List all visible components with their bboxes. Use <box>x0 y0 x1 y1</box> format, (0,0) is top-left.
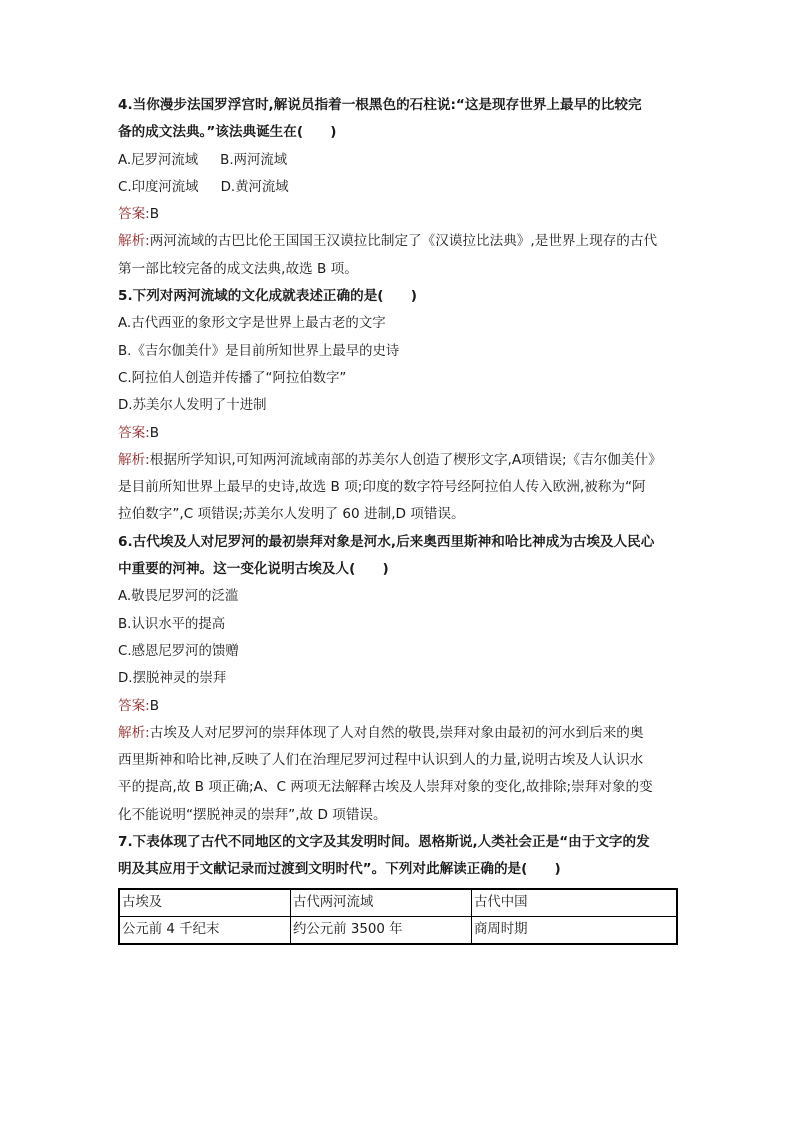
question-6-option-d: D.摆脱神灵的崇拜 <box>118 671 227 687</box>
question-number: 5. <box>118 288 133 305</box>
question-text: 古代埃及人对尼罗河的最初崇拜对象是河水,后来奥西里斯神和哈比神成为古埃及人民心 <box>132 533 655 550</box>
answer-value: B <box>149 697 160 714</box>
question-4-options-row-2 <box>118 174 680 201</box>
question-7-table <box>118 888 678 945</box>
table-cell: 古代中国 <box>472 889 678 917</box>
question-5-option-d: D.苏美尔人发明了十进制 <box>118 398 267 414</box>
question-5-explanation-line-2: 是目前所知世界上最早的史诗,故选 B 项;印度的数字符号经阿拉伯人传入欧洲,被称为“阿 <box>118 479 646 496</box>
question-6-option-a: A.敬畏尼罗河的泛滥 <box>118 589 239 605</box>
question-6-line-1 <box>118 529 680 556</box>
question-6-explanation-line-1 <box>118 720 680 747</box>
option-d: D.黄河流域 <box>220 179 289 195</box>
question-6-line-2: 中重要的河神。这一变化说明古埃及人( ) <box>118 561 389 578</box>
question-text: 当你漫步法国罗浮宫时,解说员指着一根黑色的石柱说:“这是现存世界上最早的比较完 <box>132 97 642 113</box>
explanation-text: 根据所学知识,可知两河流域南部的苏美尔人创造了楔形文字,A项错误;《吉尔伽美什》 <box>149 451 662 468</box>
question-number: 4. <box>118 97 133 113</box>
question-6-option-c: C.感恩尼罗河的馈赠 <box>118 643 239 659</box>
explanation-text: 古埃及人对尼罗河的崇拜体现了人对自然的敬畏,崇拜对象由最初的河水到后来的奥 <box>149 724 644 741</box>
question-4-options-row-1 <box>118 147 680 174</box>
table-cell: 约公元前 3500 年 <box>291 916 472 944</box>
question-5-answer <box>118 420 680 447</box>
table-cell: 古代两河流域 <box>291 889 472 917</box>
table-header-row <box>119 889 677 917</box>
answer-value: B <box>149 424 160 441</box>
question-6-option-b: B.认识水平的提高 <box>118 616 226 632</box>
question-6-explanation-line-2: 西里斯神和哈比神,反映了人们在治理尼罗河过程中认识到人的力量,说明古埃及人认识水 <box>118 752 644 769</box>
question-6-explanation-line-3: 平的提高,故 B 项正确;A、C 两项无法解释古埃及人崇拜对象的变化,故排除;崇拜对象的变 <box>118 779 653 796</box>
question-5-option-a: A.古代西亚的象形文字是世界上最古老的文字 <box>118 316 386 332</box>
answer-label: 答案: <box>118 697 150 714</box>
question-number: 7. <box>118 834 133 851</box>
question-5-line-1 <box>118 283 680 310</box>
table-cell: 公元前 4 千纪末 <box>119 916 291 944</box>
question-4-explanation-line-1 <box>118 228 680 255</box>
explanation-label: 解析: <box>118 233 150 250</box>
question-6-answer <box>118 693 680 720</box>
answer-value: B <box>149 206 160 223</box>
question-7-line-2: 明及其应用于文献记录而过渡到文明时代”。下列对此解读正确的是( ) <box>118 861 561 878</box>
question-7-line-1 <box>118 829 680 856</box>
option-a: A.尼罗河流域 <box>118 152 199 168</box>
explanation-label: 解析: <box>118 724 150 741</box>
question-5-explanation-line-3: 拉伯数字”,C 项错误;苏美尔人发明了 60 进制,D 项错误。 <box>118 506 465 523</box>
question-6-explanation-line-4: 化不能说明“摆脱神灵的崇拜”,故 D 项错误。 <box>118 806 387 823</box>
question-5-option-b: B.《吉尔伽美什》是目前所知世界上最早的史诗 <box>118 343 400 359</box>
document-page <box>118 92 680 945</box>
question-5-explanation-line-1 <box>118 447 680 474</box>
option-b: B.两河流域 <box>220 152 288 168</box>
table-cell: 古埃及 <box>119 889 291 917</box>
explanation-text: 两河流域的古巴比伦王国国王汉谟拉比制定了《汉谟拉比法典》,是世界上现存的古代 <box>149 233 658 250</box>
table-row <box>119 916 677 944</box>
option-c: C.印度河流域 <box>118 179 199 195</box>
question-4-answer <box>118 201 680 228</box>
question-text: 下表体现了古代不同地区的文字及其发明时间。恩格斯说,人类社会正是“由于文字的发 <box>132 834 650 851</box>
question-number: 6. <box>118 533 133 550</box>
answer-label: 答案: <box>118 206 150 223</box>
question-5-option-c: C.阿拉伯人创造并传播了“阿拉伯数字” <box>118 370 347 386</box>
question-text: 下列对两河流域的文化成就表述正确的是( ) <box>132 288 417 305</box>
question-4-line-1 <box>118 92 680 119</box>
answer-label: 答案: <box>118 424 150 441</box>
table-cell: 商周时期 <box>472 916 678 944</box>
question-4-line-2: 备的成文法典。”该法典诞生在( ) <box>118 124 337 141</box>
question-4-explanation-line-2: 第一部比较完备的成文法典,故选 B 项。 <box>118 260 358 277</box>
explanation-label: 解析: <box>118 451 150 468</box>
